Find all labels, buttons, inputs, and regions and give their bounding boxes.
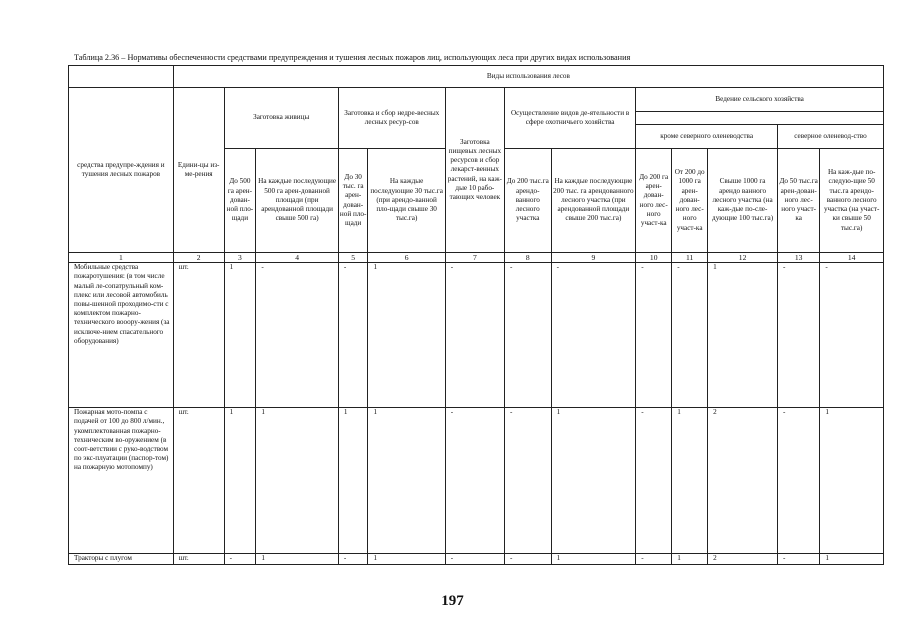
- header-col-10: До 200 га арен-дован-ного лес-ного участ-ка: [636, 149, 672, 253]
- table-cell: шт.: [173, 554, 224, 565]
- table-caption: Таблица 2.36 – Нормативы обеспеченности средствами предупреждения и тушения лесных пожаров лиц, использующих леса при других видах использования: [74, 53, 631, 62]
- table-cell: 1: [256, 554, 339, 565]
- table-cell: -: [551, 263, 636, 408]
- header-north: северное оленевод-ство: [778, 125, 884, 149]
- header-col-8: До 200 тыс.га арендо-ванного лесного участка: [505, 149, 552, 253]
- column-number: 13: [778, 253, 820, 263]
- column-number: 14: [820, 253, 884, 263]
- row-name: Тракторы с плугом: [69, 554, 174, 565]
- table-cell: 1: [708, 263, 778, 408]
- column-number-row: [69, 253, 884, 263]
- table-cell: -: [636, 554, 672, 565]
- table-cell: -: [505, 554, 552, 565]
- column-number: 12: [708, 253, 778, 263]
- table-cell: -: [505, 263, 552, 408]
- table-cell: -: [505, 408, 552, 554]
- table-cell: -: [778, 408, 820, 554]
- header-col-11: От 200 до 1000 га арен-дован-ного лес-ного участ-ка: [672, 149, 708, 253]
- table-row: [69, 263, 884, 408]
- row-name: Мобильные средства пожаротушения: (в том числе малый ле-сопатрульный ком-плекс или лесовой автомобиль повы-шенной проходимо-сти с комплектом пожарно-технического вооору-жения (за исключе-нием спасательного оборудования): [69, 263, 174, 408]
- table-cell: -: [778, 554, 820, 565]
- header-hunting: Осуществление видов де-ятельности в сфере охотничьего хозяйства: [505, 88, 636, 149]
- table-row: [69, 408, 884, 554]
- table-cell: 1: [672, 554, 708, 565]
- column-number: 8: [505, 253, 552, 263]
- column-number: 5: [338, 253, 368, 263]
- header-nonwood: Заготовка и сбор недре-весных лесных ресур-сов: [338, 88, 445, 149]
- table-cell: 2: [708, 408, 778, 554]
- page-number: 197: [441, 593, 464, 609]
- header-col-5: До 30 тыс. га арен-дован-ной пло-щади: [338, 149, 368, 253]
- table-cell: 1: [551, 554, 636, 565]
- table-cell: 1: [551, 408, 636, 554]
- header-col-14: На каж-дые по-следую-щие 50 тыс.га арендо-ванного лесного участка (на участ-ки свыше 50 тыс.га): [820, 149, 884, 253]
- table-cell: -: [445, 554, 504, 565]
- table-cell: 1: [368, 408, 445, 554]
- table-cell: 2: [708, 554, 778, 565]
- table-cell: -: [636, 263, 672, 408]
- header-col-6: На каждые последующие 30 тыс.га (при арендо-ванной пло-щади свыше 30 тыс.га): [368, 149, 445, 253]
- table-cell: 1: [820, 408, 884, 554]
- table-cell: -: [445, 263, 504, 408]
- column-number: 7: [445, 253, 504, 263]
- row-name: Пожарная мото-помпа с подачей от 100 до 800 л/мин., укомплектованная пожарно-техническим во-оружением (в соот-ветствии с руко-водством по экс-плуатации (паспор-том) на пожарную мотопомпу): [69, 408, 174, 554]
- table-cell: 1: [224, 408, 256, 554]
- header-blank: [69, 66, 174, 88]
- header-agriculture: Ведение сельского хозяйства: [636, 88, 884, 112]
- table-cell: -: [445, 408, 504, 554]
- header-except-north: кроме северного оленеводства: [636, 125, 778, 149]
- table-cell: -: [672, 263, 708, 408]
- table-cell: 1: [820, 554, 884, 565]
- header-unit: Едини-цы из-ме-рения: [173, 88, 224, 253]
- table-cell: -: [820, 263, 884, 408]
- column-number: 6: [368, 253, 445, 263]
- table-cell: шт.: [173, 263, 224, 408]
- table-cell: -: [338, 554, 368, 565]
- header-col-13: До 50 тыс.га арен-дован-ного лес-ного участ-ка: [778, 149, 820, 253]
- table-cell: -: [778, 263, 820, 408]
- header-forest-use-types: Виды использования лесов: [173, 66, 883, 88]
- table-cell: 1: [256, 408, 339, 554]
- column-number: 10: [636, 253, 672, 263]
- header-resin: Заготовка живицы: [224, 88, 338, 149]
- table-cell: 1: [224, 263, 256, 408]
- table-cell: -: [224, 554, 256, 565]
- header-food: Заготовка пищевых лесных ресурсов и сбор лекарст-венных растений, на каж-дые 10 рабо-тающих человек: [445, 88, 504, 253]
- column-number: 9: [551, 253, 636, 263]
- table-cell: 1: [368, 263, 445, 408]
- table-cell: -: [636, 408, 672, 554]
- table-cell: шт.: [173, 408, 224, 554]
- table-cell: -: [338, 263, 368, 408]
- column-number: 3: [224, 253, 256, 263]
- table-cell: 1: [338, 408, 368, 554]
- header-agriculture-gap: [636, 112, 884, 125]
- table-cell: 1: [672, 408, 708, 554]
- header-means: средства предупре-ждения и тушения лесных пожаров: [69, 88, 174, 253]
- column-number: 4: [256, 253, 339, 263]
- table-row: [69, 554, 884, 565]
- header-col-3: До 500 га арен-дован-ной пло-щади: [224, 149, 256, 253]
- header-col-9: На каждые последующие 200 тыс. га арендованного лесного участка (при арендованной площади свыше 200 тыс.га): [551, 149, 636, 253]
- norms-table: [68, 65, 884, 565]
- column-number: 1: [69, 253, 174, 263]
- table-cell: 1: [368, 554, 445, 565]
- header-col-4: На каждые последующие 500 га арен-дованной площади (при арендованной площади свыше 500 га): [256, 149, 339, 253]
- table-cell: -: [256, 263, 339, 408]
- column-number: 2: [173, 253, 224, 263]
- column-number: 11: [672, 253, 708, 263]
- header-col-12: Свыше 1000 га арендо ванного лесного участка (на каж-дые по-сле-дующие 100 тыс.га): [708, 149, 778, 253]
